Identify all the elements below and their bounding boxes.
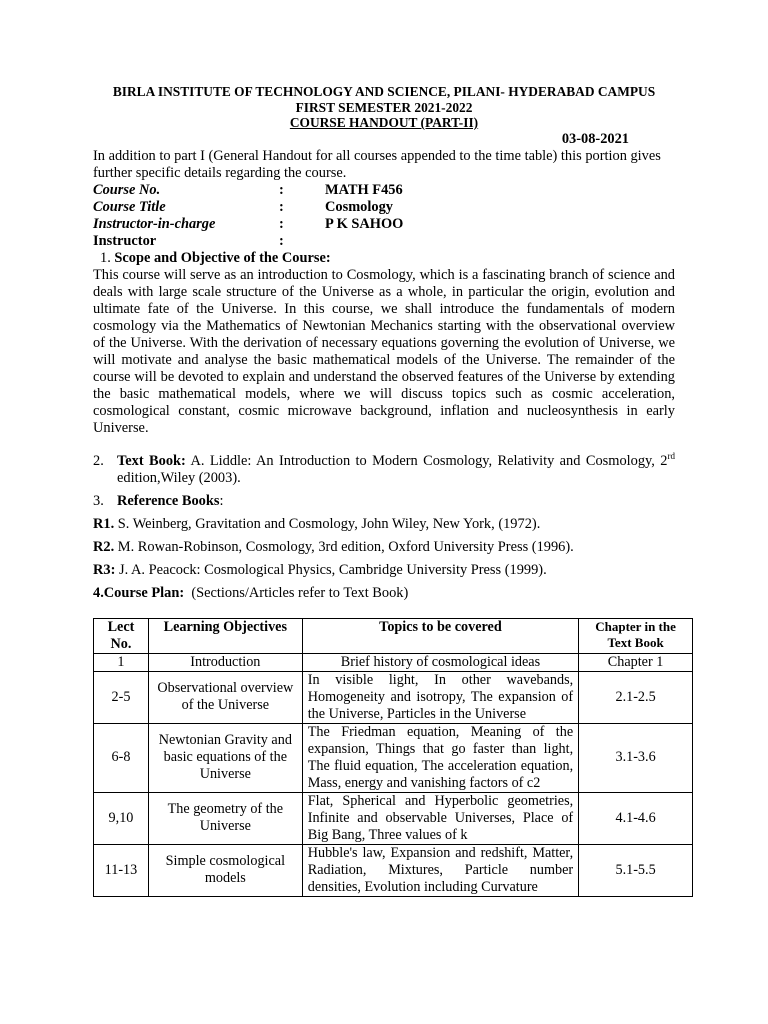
cell-topics: Hubble's law, Expansion and redshift, Matter, Radiation, Mixtures, Particle number densities, Evolution including Curvature (302, 844, 578, 896)
instructor-value (325, 233, 675, 250)
cell-chapter: 5.1-5.5 (579, 844, 693, 896)
course-title-label: Course Title (93, 198, 166, 215)
textbook-sup: rd (667, 450, 675, 461)
instructor-colon: : (279, 232, 284, 249)
semester-title: FIRST SEMESTER 2021-2022 (295, 99, 473, 115)
course-no-label: Course No. (93, 181, 161, 198)
table-row (94, 844, 693, 896)
instructor-in-charge-colon: : (279, 215, 284, 232)
instructor-in-charge-value: P K SAHOO (325, 215, 404, 232)
course-plan-note: (Sections/Articles refer to Text Book) (191, 584, 409, 601)
cell-chapter: 3.1-3.6 (579, 723, 693, 792)
reference-item (93, 516, 675, 533)
cell-objective: Simple cosmological models (148, 844, 302, 896)
reference-id: R1. (93, 515, 115, 532)
cell-topics: Flat, Spherical and Hyperbolic geometries, Infinite and observable Universes, Place of Big Bang, Three values of k (302, 792, 578, 844)
reference-item (93, 562, 675, 579)
instructor-in-charge-label: Instructor-in-charge (93, 215, 216, 232)
cell-topics: The Friedman equation, Meaning of the expansion, Things that go faster than light, The fluid equation, The acceleration equation, Mass, energy and vanishing factors of c2 (302, 723, 578, 792)
cell-lect: 11-13 (94, 844, 149, 896)
course-plan-label: 4.Course Plan: (93, 584, 185, 601)
table-row (94, 723, 693, 792)
header-topics: Topics to be covered (302, 618, 578, 653)
cell-lect: 9,10 (94, 792, 149, 844)
header-chapter: Chapter in the Text Book (579, 618, 693, 653)
table-row (94, 671, 693, 723)
cell-objective: Newtonian Gravity and basic equations of the Universe (148, 723, 302, 792)
header-learning-objectives: Learning Objectives (148, 618, 302, 653)
cell-topics: Brief history of cosmological ideas (302, 653, 578, 671)
cell-objective: Introduction (148, 653, 302, 671)
header-lect-no: Lect No. (94, 618, 149, 653)
textbook-number: 2. (93, 452, 104, 469)
references-number: 3. (93, 492, 104, 509)
cell-chapter: 4.1-4.6 (579, 792, 693, 844)
scope-heading (93, 250, 675, 267)
cell-lect: 6-8 (94, 723, 149, 792)
course-title-colon: : (279, 198, 284, 215)
cell-lect: 2-5 (94, 671, 149, 723)
institute-title: BIRLA INSTITUTE OF TECHNOLOGY AND SCIENCE, PILANI- HYDERABAD CAMPUS (112, 84, 656, 99)
course-plan-table (93, 618, 693, 897)
course-info (93, 182, 675, 250)
cell-chapter: Chapter 1 (579, 653, 693, 671)
cell-objective: The geometry of the Universe (148, 792, 302, 844)
textbook-text-b: edition,Wiley (2003). (117, 469, 241, 486)
textbook-item (93, 450, 675, 487)
course-title-value: Cosmology (325, 198, 393, 215)
scope-title: Scope and Objective of the Course: (114, 249, 331, 266)
course-no-colon: : (279, 181, 284, 198)
handout-page (93, 84, 675, 897)
textbook-text-a: A. Liddle: An Introduction to Modern Cosmology, Relativity and Cosmology, 2 (190, 452, 668, 469)
scope-number: 1. (100, 249, 111, 266)
table-header-row (94, 618, 693, 653)
scope-text: This course will serve as an introduction to Cosmology, which is a fascinating branch of science and deals with large scale structure of the Universe as a whole, in particular the origin, evolution and ultimate fate of the Universe. In this course, we shall introduce the fundamentals of modern cosmology via the Mathematics of Newtonian Mechanics starting with the observational overview of the Universe. With the derivation of necessary equations governing the evolution of Universe, we will motivate and analyse the basic mathematical models of the Universe. The remainder of the course will be devoted to explain and understand the observed features of the Universe by extending the basic mathematical models, where we will discuss topics such as cosmic acceleration, cosmological constant, cosmic microwave background, inflation and nucleosynthesis in early Universe. (93, 266, 675, 436)
reference-id: R2. (93, 538, 115, 555)
references-label: Reference Books (117, 492, 220, 509)
handout-title: COURSE HANDOUT (PART-II) (289, 115, 479, 130)
reference-text: S. Weinberg, Gravitation and Cosmology, John Wiley, New York, (1972). (117, 515, 541, 532)
cell-chapter: 2.1-2.5 (579, 671, 693, 723)
reference-text: M. Rowan-Robinson, Cosmology, 3rd edition, Oxford University Press (1996). (117, 538, 574, 555)
textbook-label: Text Book: (117, 452, 186, 469)
course-plan-heading (93, 585, 675, 602)
reference-id: R3: (93, 561, 116, 578)
instructor-label: Instructor (93, 232, 157, 249)
reference-item (93, 539, 675, 556)
cell-lect: 1 (94, 653, 149, 671)
intro-paragraph: In addition to part I (General Handout for all courses appended to the time table) this portion gives further specific details regarding the course. (93, 147, 661, 181)
course-no-value: MATH F456 (325, 181, 403, 198)
table-row (94, 792, 693, 844)
references-colon: : (219, 492, 224, 509)
cell-topics: In visible light, In other wavebands, Homogeneity and isotropy, The expansion of the Universe, Particles in the Universe (302, 671, 578, 723)
references-heading (93, 493, 675, 510)
handout-date: 03-08-2021 (561, 130, 629, 147)
reference-text: J. A. Peacock: Cosmological Physics, Cambridge University Press (1999). (119, 561, 547, 578)
table-row (94, 653, 693, 671)
cell-objective: Observational overview of the Universe (148, 671, 302, 723)
